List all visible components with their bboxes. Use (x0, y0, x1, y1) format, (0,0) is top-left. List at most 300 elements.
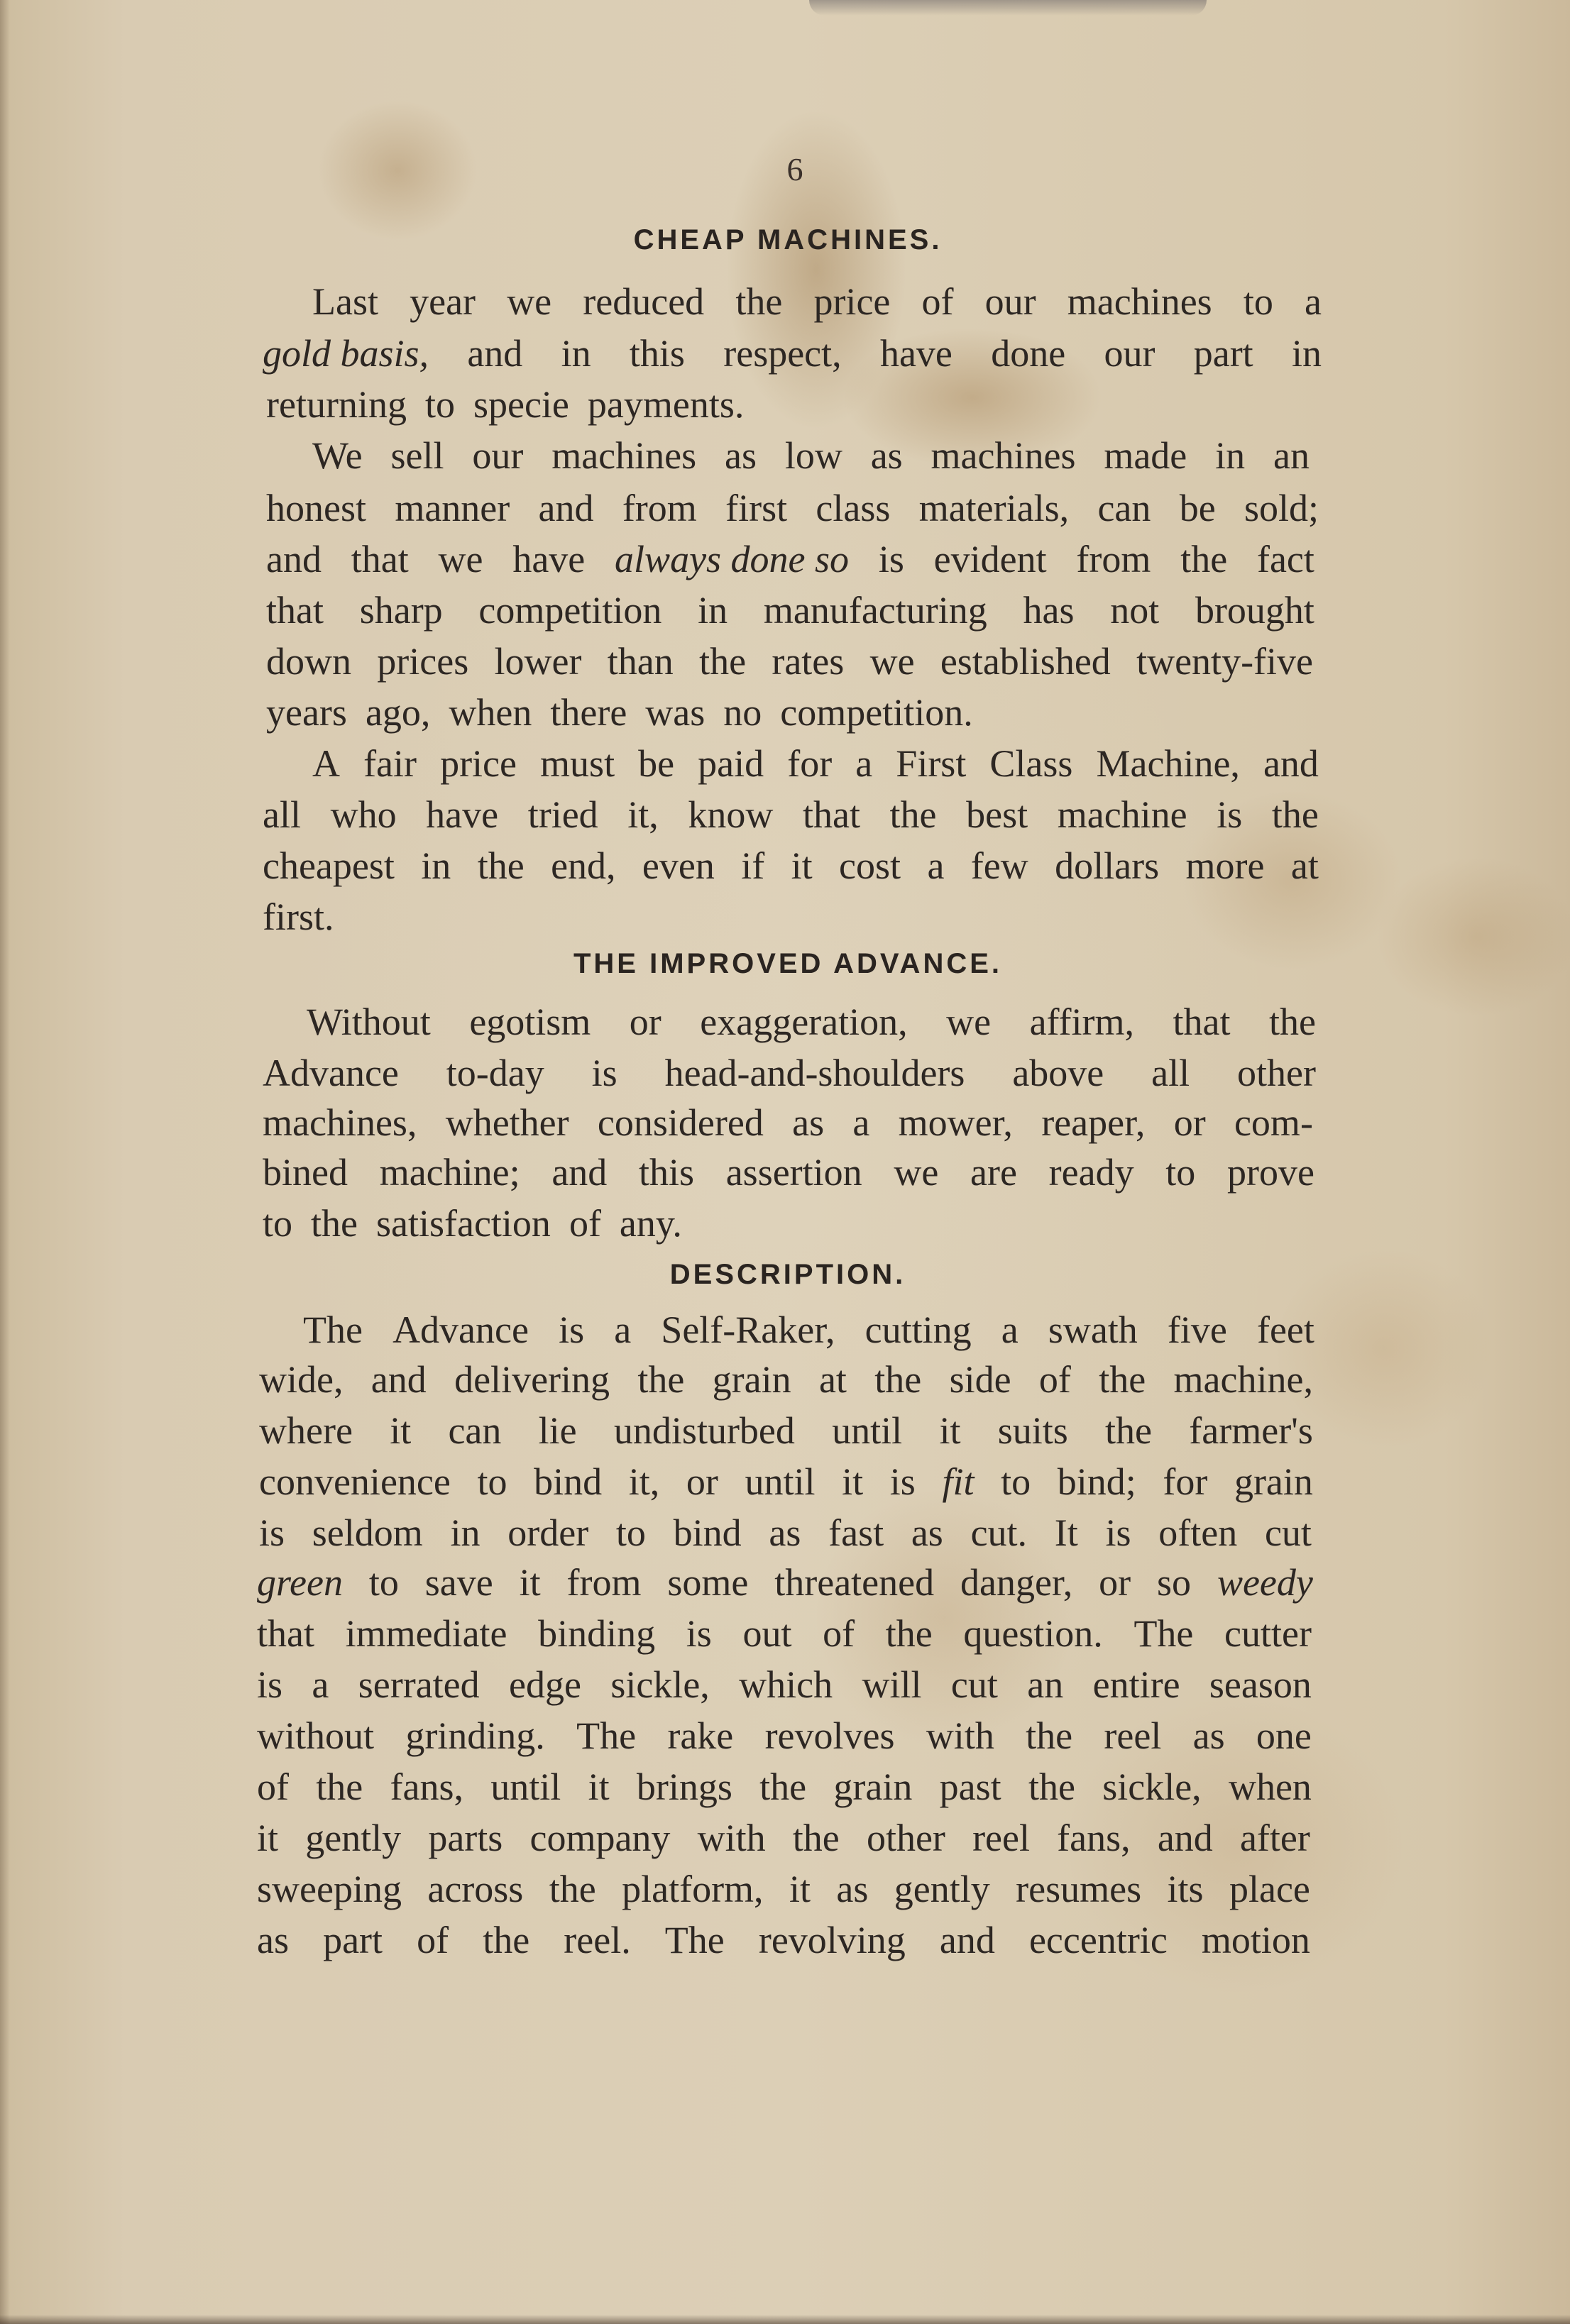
word: season (1209, 1663, 1312, 1706)
word: to (368, 1561, 399, 1604)
word: our (472, 434, 524, 477)
word: from (1076, 538, 1151, 580)
word: that (1173, 1001, 1231, 1043)
word: Advance (263, 1052, 399, 1094)
word: returning (266, 383, 407, 426)
word: Class (989, 742, 1073, 785)
word: in (1291, 332, 1322, 375)
word: often (1158, 1511, 1238, 1554)
word: grain (712, 1358, 791, 1401)
word: Last (312, 280, 378, 323)
word: with (926, 1714, 994, 1757)
word: without (257, 1714, 375, 1757)
word: ready (1048, 1151, 1134, 1194)
word: it (842, 1460, 864, 1503)
text-line (307, 1001, 1316, 1043)
word: established (940, 640, 1111, 683)
word: in (421, 844, 451, 887)
word: as (769, 1511, 801, 1554)
word: convenience (259, 1460, 451, 1503)
word: and (538, 487, 594, 529)
word: sickle, (610, 1663, 710, 1706)
word: Machine, (1096, 742, 1240, 785)
word: save (424, 1561, 493, 1604)
word: the (1180, 538, 1228, 580)
word: of (921, 280, 954, 323)
word: wide, (259, 1358, 344, 1401)
word: fair (363, 742, 417, 785)
word: rake (667, 1714, 734, 1757)
word: sweeping (257, 1868, 402, 1910)
word: fans, (1057, 1817, 1131, 1859)
word: until (490, 1766, 561, 1808)
word: until (745, 1460, 816, 1503)
word: that (266, 589, 324, 632)
word: as (836, 1868, 869, 1910)
word: it (791, 844, 813, 887)
word: paid (698, 742, 764, 785)
word: more (1185, 844, 1265, 887)
word: exaggeration, (700, 1001, 908, 1043)
word: fans, (390, 1766, 463, 1808)
word: that (802, 793, 860, 836)
word: specie (473, 383, 569, 426)
word: suits (997, 1409, 1068, 1452)
word: grain (833, 1766, 913, 1808)
text-line (257, 1817, 1310, 1859)
word: prove (1227, 1151, 1314, 1194)
word: even (642, 844, 715, 887)
text-line (259, 1358, 1313, 1401)
word: evident (933, 538, 1047, 580)
word: first. (263, 896, 334, 938)
word: a (614, 1309, 632, 1351)
word: to (263, 1202, 293, 1245)
word: cost (839, 844, 901, 887)
word: reel. (564, 1919, 631, 1961)
word: entire (1092, 1663, 1180, 1706)
text-line (259, 1511, 1312, 1554)
text-line (266, 487, 1319, 529)
word: this (638, 1151, 695, 1194)
word: to (477, 1460, 507, 1503)
word: can (448, 1409, 502, 1452)
word: for (787, 742, 833, 785)
word: a (1305, 280, 1322, 323)
word: a (312, 1663, 329, 1706)
word: our (1104, 332, 1155, 375)
word: it (257, 1817, 279, 1859)
word: from (622, 487, 697, 529)
text-line (257, 1714, 1312, 1757)
word: the (1105, 1409, 1153, 1452)
word: it (519, 1561, 541, 1604)
word: egotism (469, 1001, 591, 1043)
word: always done so (615, 538, 850, 580)
word: has (1023, 589, 1075, 632)
word: first (725, 487, 788, 529)
text-line (263, 1052, 1316, 1094)
word: was (645, 691, 706, 734)
word: satisfaction (376, 1202, 551, 1245)
word: payments. (587, 383, 745, 426)
word: which (739, 1663, 833, 1706)
word: a (855, 742, 873, 785)
word: sharp (359, 589, 443, 632)
text-line (257, 1919, 1310, 1961)
word: resumes (1016, 1868, 1142, 1910)
word: question. (963, 1612, 1103, 1655)
word: company (529, 1817, 671, 1859)
word: as (870, 434, 903, 477)
word: have (426, 793, 499, 836)
word: it (789, 1868, 811, 1910)
word: than (607, 640, 674, 683)
word: manner (395, 487, 510, 529)
word: the (477, 844, 525, 887)
word: and (1263, 742, 1319, 785)
word: so (1157, 1561, 1192, 1604)
word: ago, (365, 691, 431, 734)
word: other (1237, 1052, 1316, 1094)
word: respect, (723, 332, 842, 375)
word: all (1151, 1052, 1190, 1094)
word: the (885, 1612, 933, 1655)
word: weedy (1217, 1561, 1313, 1604)
word: it (939, 1409, 961, 1452)
word: eccentric (1028, 1919, 1168, 1961)
word: for (1163, 1460, 1208, 1503)
word: any. (619, 1202, 682, 1245)
text-line (303, 1309, 1314, 1351)
text-line (263, 1151, 1314, 1194)
word: past (939, 1766, 1001, 1808)
word: reel (972, 1817, 1030, 1859)
word: and (939, 1919, 995, 1961)
word: as (724, 434, 757, 477)
word: with (697, 1817, 766, 1859)
word: delivering (454, 1358, 610, 1401)
word: the (1271, 793, 1319, 836)
word: is (259, 1511, 285, 1554)
heading-cheap-machines: CHEAP MACHINES. (633, 224, 943, 255)
word: Self-Raker, (661, 1309, 835, 1351)
word: have (512, 538, 586, 580)
word: to-day (446, 1052, 544, 1094)
word: where (259, 1409, 353, 1452)
page-edge-top (809, 0, 1207, 16)
word: some (667, 1561, 749, 1604)
word: are (970, 1151, 1017, 1194)
word: that (351, 538, 409, 580)
word: and (551, 1151, 608, 1194)
word: We (312, 434, 363, 477)
word: the (549, 1868, 596, 1910)
word: is (686, 1612, 712, 1655)
word: one (1256, 1714, 1312, 1757)
word: whether (445, 1101, 569, 1144)
word: of (1038, 1358, 1071, 1401)
word: when (1228, 1766, 1312, 1808)
word: green (257, 1561, 343, 1604)
word: years (266, 691, 347, 734)
word: as (911, 1511, 943, 1554)
word: threatened (774, 1561, 935, 1604)
text-line (266, 589, 1314, 632)
word: a (852, 1101, 870, 1144)
word: sold; (1244, 487, 1319, 529)
word: be (1179, 487, 1216, 529)
word: It (1054, 1511, 1078, 1554)
word: until (832, 1409, 903, 1452)
word: the (1026, 1714, 1073, 1757)
word: few (970, 844, 1028, 887)
word: motion (1201, 1919, 1310, 1961)
word: brought (1195, 589, 1314, 632)
word: of (257, 1766, 289, 1808)
word: if (741, 844, 765, 887)
word: bind (534, 1460, 603, 1503)
word: across (427, 1868, 524, 1910)
word: cheapest (263, 844, 395, 887)
word: all (263, 793, 301, 836)
text-line (266, 383, 762, 426)
word: machines (931, 434, 1076, 477)
word: cutting (864, 1309, 972, 1351)
word: an (1273, 434, 1310, 477)
text-line (312, 742, 1319, 785)
word: The (1133, 1612, 1194, 1655)
word: to (424, 383, 455, 426)
word: will (862, 1663, 922, 1706)
word: fast (828, 1511, 884, 1554)
word: assertion (725, 1151, 862, 1194)
word: at (818, 1358, 847, 1401)
word: as (257, 1919, 289, 1961)
word: swath (1048, 1309, 1138, 1351)
word: cut. (970, 1511, 1028, 1554)
word: com- (1234, 1101, 1313, 1144)
text-line (263, 332, 1322, 375)
word: done (991, 332, 1066, 375)
word: end, (551, 844, 616, 887)
word: price (813, 280, 891, 323)
text-line (257, 1868, 1310, 1910)
word: machine, (1173, 1358, 1313, 1401)
word: in (1215, 434, 1246, 477)
word: mower, (898, 1101, 1013, 1144)
word: is (1217, 793, 1243, 836)
word: serrated (358, 1663, 480, 1706)
word: gently (305, 1817, 402, 1859)
word: made (1104, 434, 1187, 477)
word: the (759, 1766, 807, 1808)
page-number: 6 (786, 151, 803, 187)
word: when (449, 691, 532, 734)
word: platform, (622, 1868, 764, 1910)
word: fact (1256, 538, 1314, 580)
word: or (1099, 1561, 1131, 1604)
word: be (638, 742, 675, 785)
word: Advance (392, 1309, 529, 1351)
word: lie (538, 1409, 577, 1452)
word: sickle, (1102, 1766, 1202, 1808)
word: it, (627, 793, 659, 836)
word: other (866, 1817, 945, 1859)
word: competition (478, 589, 662, 632)
word: farmer's (1189, 1409, 1313, 1452)
word: gold basis, (263, 332, 429, 375)
word: there (550, 691, 627, 734)
word: reaper, (1041, 1101, 1146, 1144)
word: and (1157, 1817, 1213, 1859)
word: the (637, 1358, 685, 1401)
word: reduced (583, 280, 705, 323)
word: it, (628, 1460, 660, 1503)
word: cut (1264, 1511, 1312, 1554)
word: or (1173, 1101, 1206, 1144)
word: we (438, 538, 483, 580)
text-line (312, 434, 1310, 477)
word: feet (1256, 1309, 1314, 1351)
word: The (576, 1714, 637, 1757)
word: of (823, 1612, 855, 1655)
word: is (1105, 1511, 1131, 1554)
word: or (686, 1460, 718, 1503)
word: to (1165, 1151, 1196, 1194)
text-line (263, 844, 1319, 887)
text-line (257, 1766, 1312, 1808)
word: considered (597, 1101, 764, 1144)
word: our (984, 280, 1036, 323)
word: the (792, 1817, 840, 1859)
word: the (874, 1358, 922, 1401)
word: A (312, 742, 340, 785)
word: have (879, 332, 953, 375)
word: manufacturing (763, 589, 987, 632)
word: machines (551, 434, 697, 477)
word: The (664, 1919, 725, 1961)
text-line (259, 1409, 1313, 1452)
word: year (410, 280, 476, 323)
word: to (615, 1511, 646, 1554)
word: binding (538, 1612, 656, 1655)
word: down (266, 640, 351, 683)
word: of (417, 1919, 449, 1961)
word: no (723, 691, 762, 734)
word: as (1192, 1714, 1225, 1757)
word: the (699, 640, 747, 683)
text-line (263, 896, 353, 938)
word: honest (266, 487, 366, 529)
word: can (1097, 487, 1151, 529)
word: who (330, 793, 397, 836)
word: the (316, 1766, 363, 1808)
word: revolving (758, 1919, 906, 1961)
word: five (1167, 1309, 1227, 1351)
word: edge (509, 1663, 581, 1706)
word: affirm, (1029, 1001, 1135, 1043)
word: rates (772, 640, 845, 683)
word: the (889, 793, 937, 836)
word: must (540, 742, 615, 785)
word: dollars (1055, 844, 1160, 887)
word: know (688, 793, 774, 836)
text-line (312, 280, 1322, 323)
word: the (483, 1919, 530, 1961)
word: grain (1234, 1460, 1313, 1503)
word: head-and-shoulders (664, 1052, 965, 1094)
word: gently (894, 1868, 990, 1910)
word: undisturbed (613, 1409, 795, 1452)
word: competition. (780, 691, 973, 734)
word: to (1001, 1460, 1031, 1503)
word: brings (636, 1766, 732, 1808)
word: the (1028, 1766, 1075, 1808)
word: an (1027, 1663, 1064, 1706)
word: is (559, 1309, 585, 1351)
word: this (629, 332, 685, 375)
text-line (263, 1202, 701, 1245)
word: above (1012, 1052, 1104, 1094)
word: bind; (1057, 1460, 1136, 1503)
text-line (257, 1612, 1312, 1655)
word: the (1099, 1358, 1146, 1401)
page-edge-left (0, 0, 10, 2324)
word: is (591, 1052, 617, 1094)
word: revolves (764, 1714, 895, 1757)
word: is (257, 1663, 283, 1706)
word: and (467, 332, 523, 375)
word: is (878, 538, 904, 580)
word: that (257, 1612, 314, 1655)
word: seldom (312, 1511, 423, 1554)
text-line (257, 1561, 1313, 1604)
word: part (1193, 332, 1253, 375)
word: not (1110, 589, 1160, 632)
page-edge-bottom (0, 2315, 1570, 2324)
word: we (946, 1001, 992, 1043)
word: bind (673, 1511, 742, 1554)
word: we (869, 640, 915, 683)
word: grinding. (405, 1714, 545, 1757)
word: the (735, 280, 783, 323)
word: a (927, 844, 945, 887)
word: side (949, 1358, 1011, 1401)
word: the (1268, 1001, 1316, 1043)
word: materials, (918, 487, 1070, 529)
word: after (1239, 1817, 1310, 1859)
word: machines, (263, 1101, 417, 1144)
word: and (370, 1358, 427, 1401)
word: is (889, 1460, 916, 1503)
word: and (266, 538, 322, 580)
word: in (698, 589, 728, 632)
word: machine (1057, 793, 1187, 836)
word: place (1229, 1868, 1310, 1910)
word: danger, (960, 1561, 1073, 1604)
word: order (507, 1511, 589, 1554)
word: twenty-five (1136, 640, 1313, 683)
text-line (263, 1101, 1313, 1144)
word: prices (377, 640, 469, 683)
text-line (266, 691, 992, 734)
word: immediate (345, 1612, 507, 1655)
word: machines (1067, 280, 1212, 323)
word: or (629, 1001, 662, 1043)
text-line (263, 793, 1319, 836)
word: parts (428, 1817, 503, 1859)
